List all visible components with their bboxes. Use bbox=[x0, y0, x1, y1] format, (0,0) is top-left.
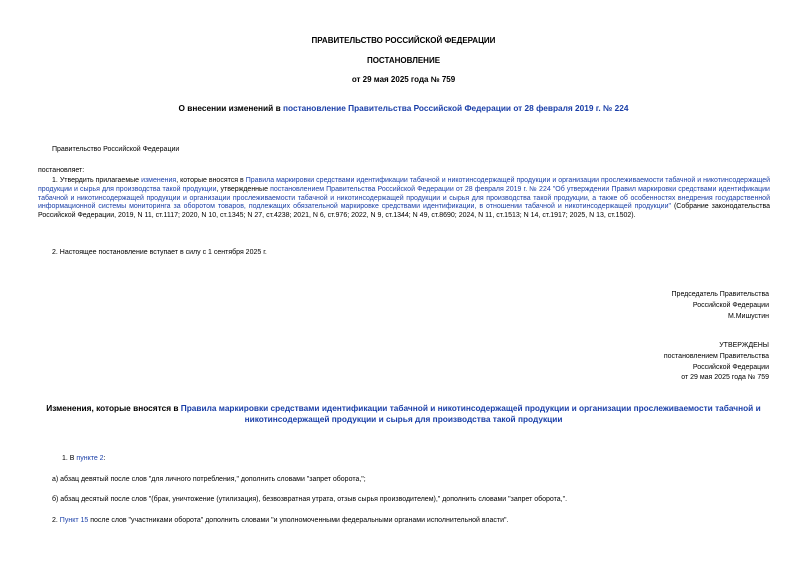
changes-title bbox=[38, 403, 769, 425]
resolution-224-link[interactable]: постановлением Правительства Российской Федерации от 28 февраля 2019 г. № 224 "Об утверждении Правил маркировки средствами идентификации табачной и никотинсодержащей продукции и организации прослеживаемости табачной и никотинсодержащей продукции и сырья для производства такой продукции, а также об особенностях внедрения государственной информационной системы мониторинга за оборотом товаров, подлежащих обязательной маркировке средствами идентификации, в отношении табачной и никотинсодержащей продукции" bbox=[38, 185, 770, 211]
changes-title-prefix: Изменения, которые вносятся в bbox=[46, 403, 181, 413]
approved-by: постановлением Правительства bbox=[663, 352, 769, 360]
approved-label: УТВЕРЖДЕНЫ bbox=[719, 342, 769, 349]
government-heading: ПРАВИТЕЛЬСТВО РОССИЙСКОЙ ФЕДЕРАЦИИ bbox=[311, 36, 496, 45]
approved-block bbox=[664, 342, 769, 383]
change-1 bbox=[62, 455, 106, 464]
clause-15-link[interactable]: Пункт 15 bbox=[59, 517, 89, 524]
change-a: а) абзац девятый после слов "для личного потребления," дополнить словами "запрет оборота,"; bbox=[52, 476, 366, 483]
change-2-prefix: 2. bbox=[52, 517, 60, 524]
doc-title-link[interactable]: постановление Правительства Российской Федерации от 28 февраля 2019 г. № 224 bbox=[282, 103, 629, 113]
signature-country: Российской Федерации bbox=[692, 301, 769, 309]
item-1-text-3: , утвержденные bbox=[216, 185, 271, 193]
decides-text: постановляет: bbox=[38, 167, 85, 174]
change-1-prefix: 1. В bbox=[62, 455, 77, 462]
change-1-suffix: : bbox=[103, 455, 106, 462]
change-2 bbox=[52, 517, 508, 526]
changes-link[interactable]: изменения bbox=[141, 177, 177, 184]
doc-title bbox=[0, 103, 807, 113]
signature-position: Председатель Правительства bbox=[671, 291, 769, 298]
item-1-paragraph bbox=[38, 177, 770, 221]
intro-text: Правительство Российской Федерации bbox=[52, 146, 180, 153]
rules-link[interactable]: Правила маркировки средствами идентификации табачной и никотинсодержащей продукции и организации прослеживаемости табачной и никотинсодержащей продукции и сырья для производства такой продукции bbox=[38, 177, 770, 193]
change-2-suffix: после слов "участниками оборота" дополнить словами "и уполномоченными федеральными органами исполнительной власти". bbox=[88, 517, 509, 524]
doc-title-prefix: О внесении изменений в bbox=[178, 103, 283, 113]
item-1-text-1: 1. Утвердить прилагаемые bbox=[52, 177, 142, 184]
signature-name: М.Мишустин bbox=[727, 312, 769, 320]
signature-block bbox=[672, 291, 769, 321]
approved-date: от 29 мая 2025 года № 759 bbox=[681, 374, 769, 382]
item-1-text-4: (Собрание законодательства Российской Федерации, 2019, N 11, ст.1117; 2020, N 10, ст.1345; N 27, ст.4238; 2021, N 6, ст.976; 2022, N 9, ст.1344; N 49, ст.8690; 2024, N 11, ст.1513; N 14, ст.1917; 2025, N 13, ст.1502). bbox=[38, 203, 770, 219]
change-b: б) абзац десятый после слов "(брак, уничтожение (утилизация), безвозвратная утрата, отзыв сырья производителем)," дополнить словами "запрет оборота,". bbox=[52, 496, 568, 503]
doc-date-number: от 29 мая 2025 года № 759 bbox=[351, 75, 456, 84]
clause-2-link[interactable]: пункте 2 bbox=[76, 455, 104, 462]
item-2-paragraph: 2. Настоящее постановление вступает в силу с 1 сентября 2025 г. bbox=[52, 249, 267, 256]
approved-country: Российской Федерации bbox=[692, 363, 769, 371]
changes-title-link[interactable]: Правила маркировки средствами идентификации табачной и никотинсодержащей продукции и организации прослеживаемости табачной и никотинсодержащей продукции и сырья для производства такой продукции bbox=[180, 403, 761, 424]
doc-type-heading: ПОСТАНОВЛЕНИЕ bbox=[366, 56, 441, 65]
item-1-text-2: , которые вносятся в bbox=[176, 177, 246, 184]
